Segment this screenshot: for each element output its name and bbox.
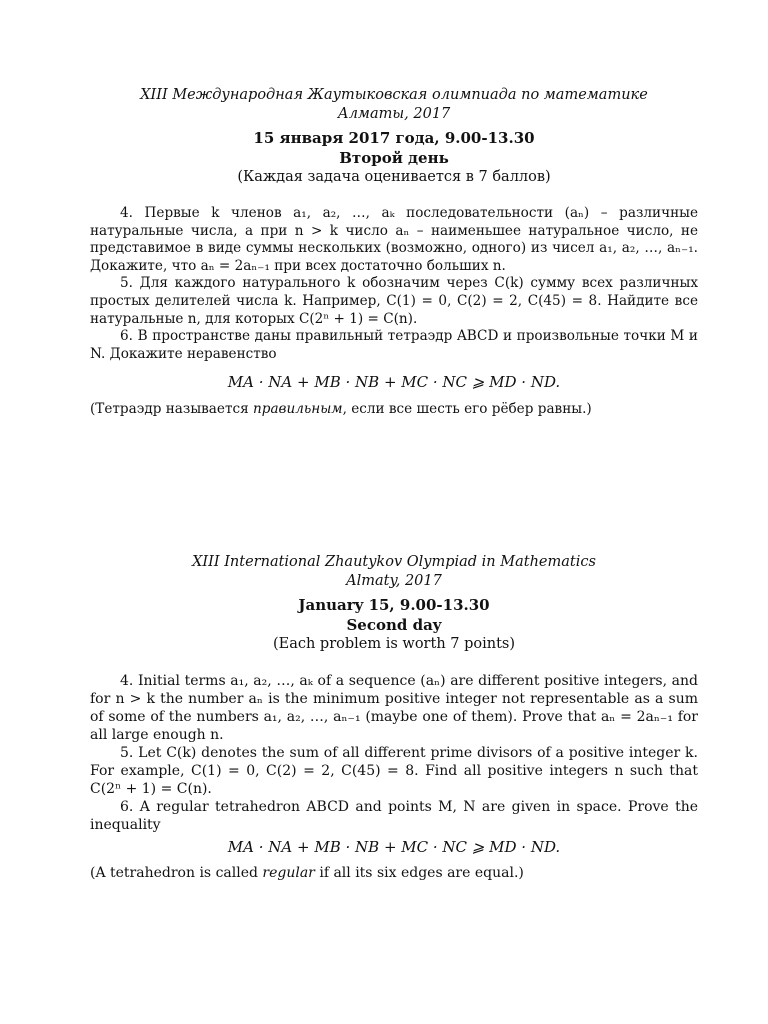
en-problem-5: 5. Let C(k) denotes the sum of all different prime divisors of a positive integer k. For example, C(1) = 0, C(2) = 2, C(45) = 8. Find all positive integers n such that C(2ⁿ + 1) = C(n). [90, 745, 698, 797]
ru-footnote [90, 401, 698, 419]
ru-location-year: Алматы, 2017 [337, 106, 451, 122]
en-footnote-em: regular [262, 865, 315, 881]
en-problem-6: 6. A regular tetrahedron ABCD and points M, N are given in space. Prove the inequality [90, 799, 698, 833]
english-section [90, 553, 698, 882]
en-problem-4: 4. Initial terms a₁, a₂, …, aₖ of a sequence (aₙ) are different positive integers, and for n > k the number aₙ is the minimum positive integer not representable as a sum of some of the numbers a₁, a₂, …, aₙ₋₁ (maybe one of them). Prove that aₙ = 2aₙ₋₁ for all large enough n. [90, 673, 698, 743]
ru-inequality: MA · NA + MB · NB + MC · NC ⩾ MD · ND. [227, 373, 561, 392]
en-footnote [90, 864, 698, 882]
en-day-label: Second day [346, 616, 442, 634]
en-date-time: January 15, 9.00-13.30 [298, 596, 490, 614]
en-footnote-post: if all its six edges are equal.) [314, 865, 524, 881]
ru-problem-6: 6. В пространстве даны правильный тетраэдр ABCD и произвольные точки M и N. Докажите неравенство [90, 328, 698, 362]
ru-day-label: Второй день [339, 149, 449, 167]
ru-olympiad-title: XIII Международная Жаутыковская олимпиада по математике [140, 87, 648, 103]
en-points-note: (Each problem is worth 7 points) [272, 636, 516, 652]
ru-footnote-post: , если все шесть его рёбер равны.) [342, 401, 592, 418]
ru-footnote-pre: (Тетраэдр называется [90, 401, 253, 418]
ru-points-note: (Каждая задача оценивается в 7 баллов) [237, 169, 551, 185]
en-inequality: MA · NA + MB · NB + MC · NC ⩾ MD · ND. [227, 838, 561, 856]
ru-problem-5: 5. Для каждого натурального k обозначим через C(k) сумму всех различных простых делителей числа k. Например, C(1) = 0, C(2) = 2, C(45) = 8. Найдите все натуральные n, для которых C(2ⁿ + 1) = C(n). [90, 275, 698, 327]
ru-problem-4: 4. Первые k членов a₁, a₂, …, aₖ последовательности (aₙ) – различные натуральные числа, а при n > k число aₙ – наименьшее натуральное число, не представимое в виде суммы нескольких (возможно, одного) из чисел a₁, a₂, …, aₙ₋₁. Докажите, что aₙ = 2aₙ₋₁ при всех достаточно больших n. [90, 205, 698, 274]
en-olympiad-title: XIII International Zhautykov Olympiad in Mathematics [192, 554, 596, 570]
russian-section [90, 86, 698, 419]
ru-date-time: 15 января 2017 года, 9.00-13.30 [253, 129, 535, 147]
ru-footnote-em: правильным [252, 401, 343, 418]
en-footnote-pre: (A tetrahedron is called [90, 865, 263, 881]
en-location-year: Almaty, 2017 [346, 573, 442, 589]
